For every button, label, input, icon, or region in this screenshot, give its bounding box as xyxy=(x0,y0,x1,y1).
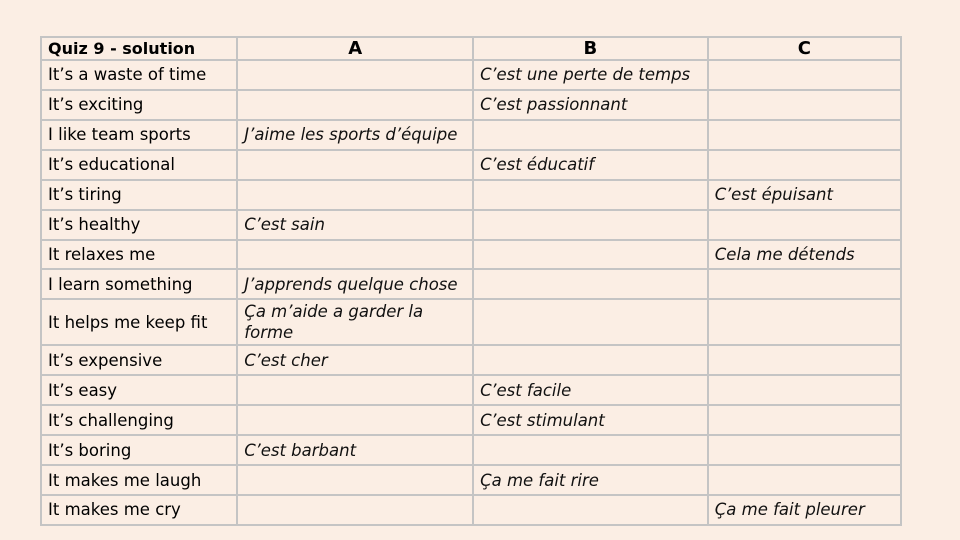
english-phrase-cell: It’s tiring xyxy=(41,180,237,210)
english-phrase-cell: It’s a waste of time xyxy=(41,60,237,90)
table-row xyxy=(41,90,901,120)
column-header-b: B xyxy=(473,37,708,60)
english-phrase-cell: It’s boring xyxy=(41,435,237,465)
answer-cell-a: J’apprends quelque chose xyxy=(237,269,473,299)
answer-cell-c: Cela me détends xyxy=(708,240,901,270)
answer-cell-b xyxy=(473,299,708,345)
answer-cell-b xyxy=(473,269,708,299)
english-phrase-cell: It relaxes me xyxy=(41,240,237,270)
answer-cell-a: C’est cher xyxy=(237,345,473,375)
table-row xyxy=(41,345,901,375)
table-row xyxy=(41,180,901,210)
answer-cell-a xyxy=(237,405,473,435)
answer-cell-b xyxy=(473,345,708,375)
answer-cell-a xyxy=(237,60,473,90)
table-row xyxy=(41,240,901,270)
english-phrase-cell: It helps me keep fit xyxy=(41,299,237,345)
table-row xyxy=(41,269,901,299)
answer-cell-c xyxy=(708,269,901,299)
answer-cell-a xyxy=(237,240,473,270)
answer-cell-c xyxy=(708,150,901,180)
table-row xyxy=(41,210,901,240)
answer-cell-c xyxy=(708,90,901,120)
answer-cell-b xyxy=(473,210,708,240)
column-header-c: C xyxy=(708,37,901,60)
english-phrase-cell: It’s exciting xyxy=(41,90,237,120)
answer-cell-b: C’est facile xyxy=(473,375,708,405)
answer-cell-c xyxy=(708,375,901,405)
answer-cell-a xyxy=(237,465,473,495)
column-header-a: A xyxy=(237,37,473,60)
answer-cell-b: C’est une perte de temps xyxy=(473,60,708,90)
answer-cell-a: C’est sain xyxy=(237,210,473,240)
answer-cell-c xyxy=(708,120,901,150)
answer-cell-a xyxy=(237,90,473,120)
answer-cell-b: C’est éducatif xyxy=(473,150,708,180)
answer-cell-b xyxy=(473,240,708,270)
answer-cell-c xyxy=(708,345,901,375)
answer-cell-b xyxy=(473,435,708,465)
answer-cell-c xyxy=(708,210,901,240)
english-phrase-cell: It’s healthy xyxy=(41,210,237,240)
answer-cell-c xyxy=(708,435,901,465)
table-row xyxy=(41,299,901,345)
answer-cell-c xyxy=(708,465,901,495)
answer-cell-b: Ça me fait rire xyxy=(473,465,708,495)
table-row xyxy=(41,150,901,180)
table-row xyxy=(41,435,901,465)
english-phrase-cell: It’s educational xyxy=(41,150,237,180)
english-phrase-cell: It’s challenging xyxy=(41,405,237,435)
header-row xyxy=(41,37,901,60)
table-row xyxy=(41,495,901,525)
english-phrase-cell: I learn something xyxy=(41,269,237,299)
table-row xyxy=(41,375,901,405)
answer-cell-b xyxy=(473,495,708,525)
answer-cell-c xyxy=(708,60,901,90)
quiz-title: Quiz 9 - solution xyxy=(41,37,237,60)
english-phrase-cell: It makes me laugh xyxy=(41,465,237,495)
answer-cell-a: J’aime les sports d’équipe xyxy=(237,120,473,150)
answer-cell-b xyxy=(473,120,708,150)
answer-cell-b xyxy=(473,180,708,210)
english-phrase-cell: It’s expensive xyxy=(41,345,237,375)
table-row xyxy=(41,465,901,495)
answer-cell-a: C’est barbant xyxy=(237,435,473,465)
english-phrase-cell: It makes me cry xyxy=(41,495,237,525)
english-phrase-cell: It’s easy xyxy=(41,375,237,405)
answer-cell-b: C’est stimulant xyxy=(473,405,708,435)
answer-cell-a xyxy=(237,180,473,210)
answer-cell-a xyxy=(237,150,473,180)
table-row xyxy=(41,120,901,150)
answer-cell-a xyxy=(237,495,473,525)
answer-cell-a xyxy=(237,375,473,405)
english-phrase-cell: I like team sports xyxy=(41,120,237,150)
table-row xyxy=(41,60,901,90)
quiz-table xyxy=(40,36,902,526)
answer-cell-b: C’est passionnant xyxy=(473,90,708,120)
answer-cell-c xyxy=(708,405,901,435)
answer-cell-a: Ça m’aide a garder la forme xyxy=(237,299,473,345)
answer-cell-c: C’est épuisant xyxy=(708,180,901,210)
answer-cell-c: Ça me fait pleurer xyxy=(708,495,901,525)
answer-cell-c xyxy=(708,299,901,345)
table-row xyxy=(41,405,901,435)
